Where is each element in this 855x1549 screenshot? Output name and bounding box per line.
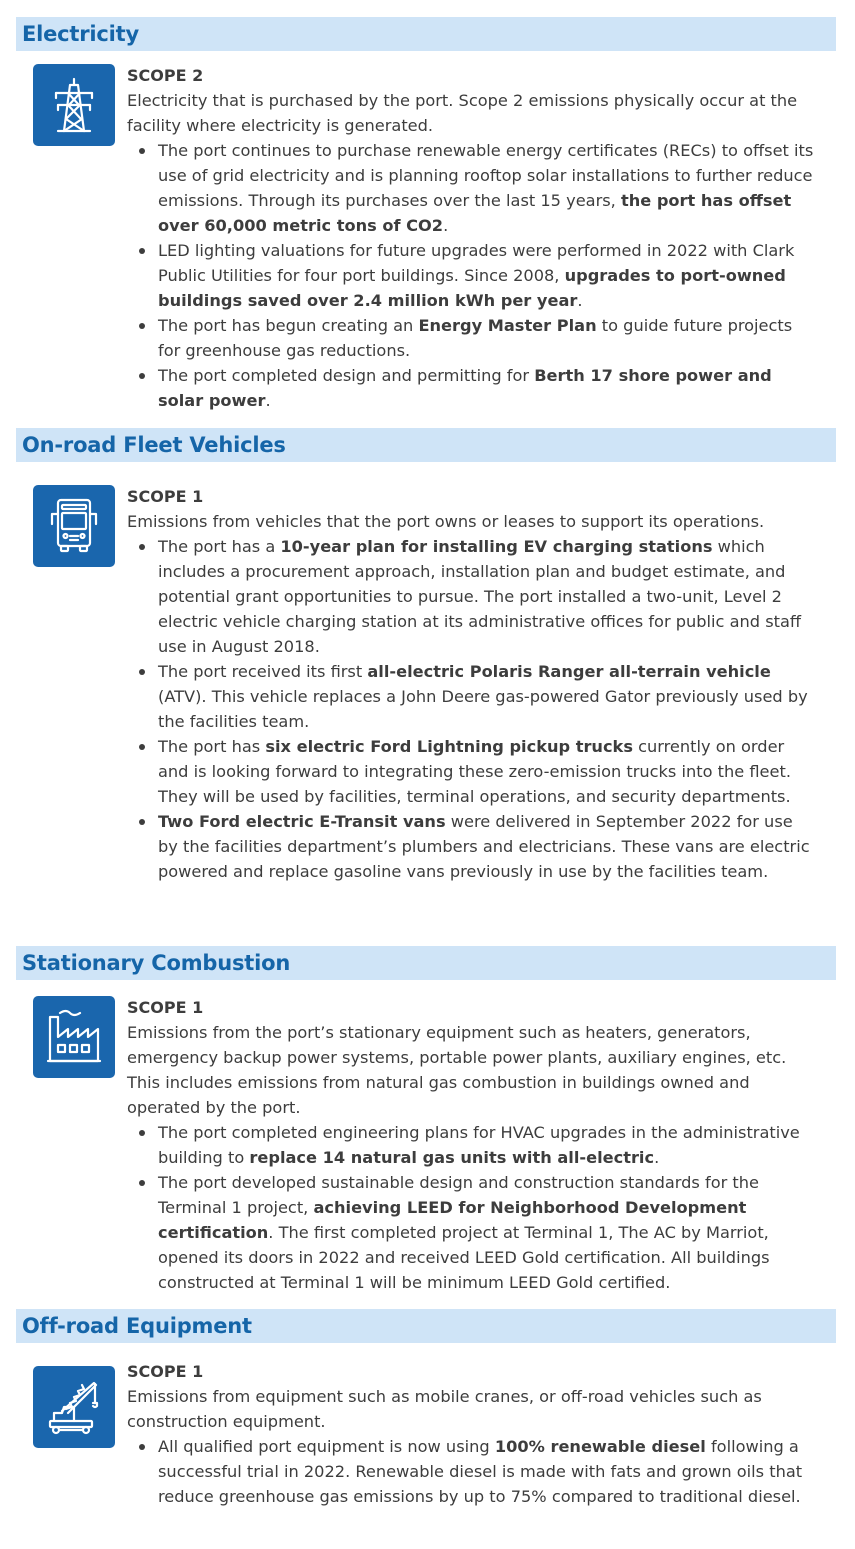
section-title: Off-road Equipment	[22, 1314, 252, 1338]
section-header-electricity	[16, 17, 836, 51]
scope-description: Emissions from vehicles that the port owns or leases to support its operations.	[127, 512, 765, 531]
bullet-list	[127, 1434, 817, 1509]
scope-description: Electricity that is purchased by the port. Scope 2 emissions physically occur at the facility where electricity is generated.	[127, 91, 798, 135]
list-item: The port completed engineering plans for HVAC upgrades in the administrative building to replace 14 natural gas units with all-electric.	[127, 1120, 817, 1170]
scope-label: SCOPE 2	[127, 66, 204, 85]
section-title: Electricity	[22, 22, 140, 46]
section-header-stationary-combustion	[16, 946, 836, 980]
list-item: Two Ford electric E-Transit vans were delivered in September 2022 for use by the facilities department’s plumbers and electricians. These vans are electric powered and replace gasoline vans previously in use by the facilities team.	[127, 809, 817, 884]
list-item: The port developed sustainable design and construction standards for the Terminal 1 project, achieving LEED for Neighborhood Development certification. The first completed project at Terminal 1, The AC by Marriot, opened its doors in 2022 and received LEED Gold certification. All buildings constructed at Terminal 1 will be minimum LEED Gold certified.	[127, 1170, 817, 1295]
list-item: The port received its first all-electric Polaris Ranger all-terrain vehicle (ATV). This vehicle replaces a John Deere gas-powered Gator previously used by the facilities team.	[127, 659, 817, 734]
section-title: On-road Fleet Vehicles	[22, 433, 286, 457]
bullet-list	[127, 138, 817, 413]
bullet-list	[127, 1120, 817, 1295]
section-body-fleet-vehicles	[127, 484, 817, 884]
list-item: The port has a 10-year plan for installing EV charging stations which includes a procurement approach, installation plan and budget estimate, and potential grant opportunities to pursue. The port installed a two-unit, Level 2 electric vehicle charging station at its administrative offices for public and staff use in August 2018.	[127, 534, 817, 659]
list-item: The port has six electric Ford Lightning pickup trucks currently on order and is looking forward to integrating these zero-emission trucks into the fleet. They will be used by facilities, terminal operations, and security departments.	[127, 734, 817, 809]
section-body-electricity	[127, 63, 817, 413]
truck-icon	[33, 485, 115, 567]
section-body-stationary-combustion	[127, 995, 817, 1295]
section-header-fleet-vehicles	[16, 428, 836, 462]
list-item: The port has begun creating an Energy Master Plan to guide future projects for greenhouse gas reductions.	[127, 313, 817, 363]
scope-label: SCOPE 1	[127, 1362, 204, 1381]
list-item: The port continues to purchase renewable energy certificates (RECs) to offset its use of grid electricity and is planning rooftop solar installations to further reduce emissions. Through its purchases over the last 15 years, the port has offset over 60,000 metric tons of CO2.	[127, 138, 817, 238]
crane-icon	[33, 1366, 115, 1448]
factory-icon	[33, 996, 115, 1078]
list-item: The port completed design and permitting for Berth 17 shore power and solar power.	[127, 363, 817, 413]
scope-description: Emissions from equipment such as mobile cranes, or off-road vehicles such as construction equipment.	[127, 1387, 762, 1431]
list-item: LED lighting valuations for future upgrades were performed in 2022 with Clark Public Utilities for four port buildings. Since 2008, upgrades to port-owned buildings saved over 2.4 million kWh per year.	[127, 238, 817, 313]
list-item: All qualified port equipment is now using 100% renewable diesel following a successful trial in 2022. Renewable diesel is made with fats and grown oils that reduce greenhouse gas emissions by up to 75% compared to traditional diesel.	[127, 1434, 817, 1509]
scope-label: SCOPE 1	[127, 487, 204, 506]
transmission-tower-icon	[33, 64, 115, 146]
bullet-list	[127, 534, 817, 884]
scope-label: SCOPE 1	[127, 998, 204, 1017]
scope-description: Emissions from the port’s stationary equipment such as heaters, generators, emergency backup power systems, portable power plants, auxiliary engines, etc. This includes emissions from natural gas combustion in buildings owned and operated by the port.	[127, 1023, 787, 1117]
section-header-off-road-equipment	[16, 1309, 836, 1343]
section-title: Stationary Combustion	[22, 951, 291, 975]
section-body-off-road-equipment	[127, 1359, 817, 1509]
